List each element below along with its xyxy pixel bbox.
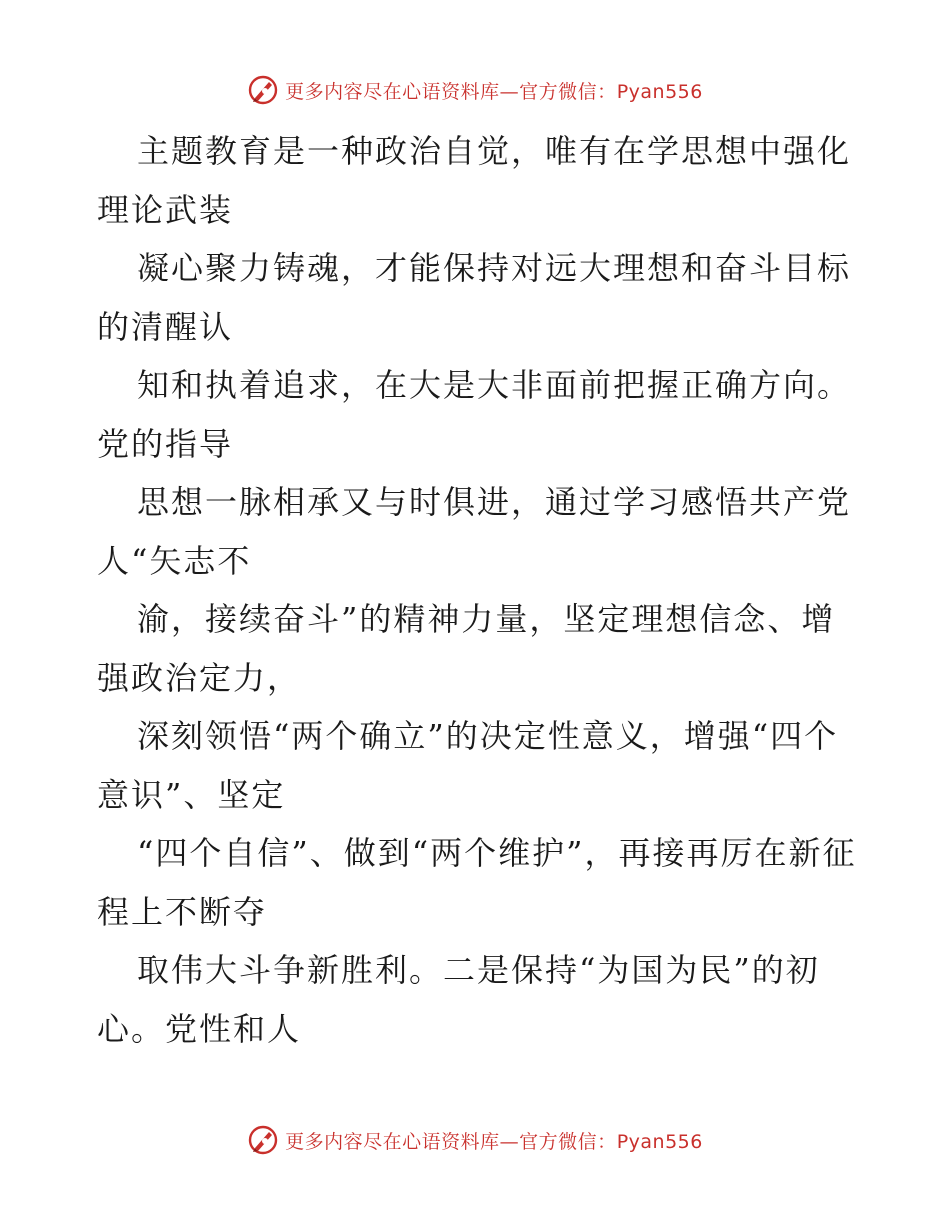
header-banner-account: Pyan556 [616, 80, 703, 103]
footer-banner-main: 更多内容尽在心语资料库 [285, 1130, 500, 1153]
footer-banner-text [285, 1127, 703, 1154]
header-banner-main: 更多内容尽在心语资料库 [285, 80, 500, 103]
header-banner [0, 70, 950, 110]
paragraph-5: 渝，接续奋斗”的精神力量，坚定理想信念、增强政治定力， [97, 600, 836, 697]
pen-logo-icon [247, 1124, 279, 1156]
paragraph-7: “四个自信”、做到“两个维护”，再接再厉在新征程上不断夺 [97, 834, 857, 931]
paragraph-2: 凝心聚力铸魂，才能保持对远大理想和奋斗目标的清醒认 [97, 249, 852, 346]
paragraph-8: 取伟大斗争新胜利。二是保持“为国为民”的初心。党性和人 [97, 951, 820, 1048]
header-banner-dash: — [499, 80, 520, 103]
header-banner-text [285, 77, 703, 104]
header-banner-label: 官方微信： [519, 80, 617, 103]
footer-banner-account: Pyan556 [616, 1130, 703, 1153]
footer-banner-label: 官方微信： [519, 1130, 617, 1153]
paragraph-3: 知和执着追求，在大是大非面前把握正确方向。党的指导 [97, 366, 852, 463]
footer-banner-dash: — [499, 1130, 520, 1153]
document-body [97, 122, 857, 1058]
footer-banner [0, 1120, 950, 1160]
paragraph-1: 主题教育是一种政治自觉，唯有在学思想中强化理论武装 [97, 132, 852, 229]
paragraph-4: 思想一脉相承又与时俱进，通过学习感悟共产党人“矢志不 [97, 483, 852, 580]
pen-logo-icon [247, 74, 279, 106]
paragraph-6: 深刻领悟“两个确立”的决定性意义，增强“四个意识”、坚定 [97, 717, 839, 814]
